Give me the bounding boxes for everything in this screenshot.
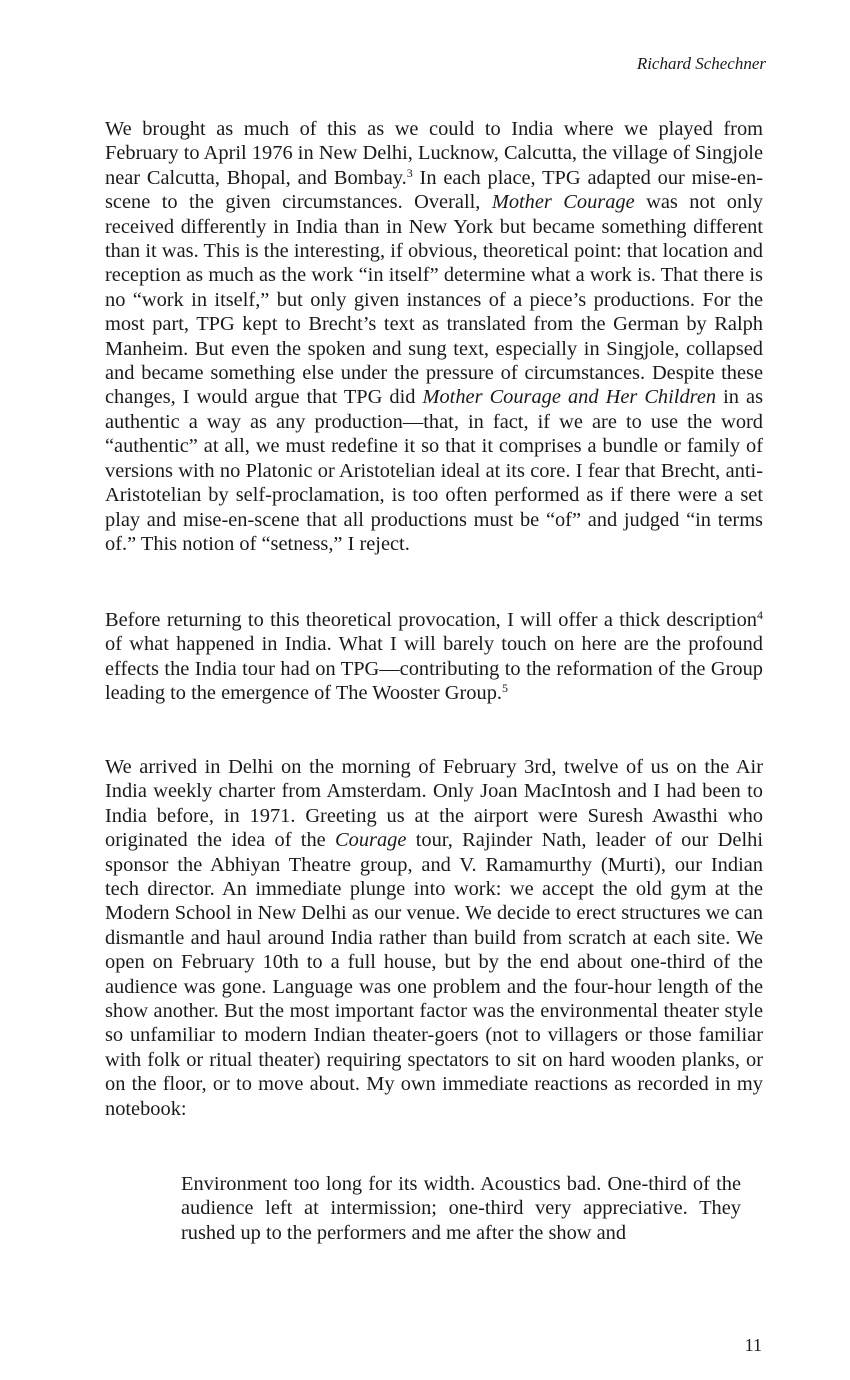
footnote-ref-3: 3 xyxy=(406,165,413,180)
text-run: tour, Rajinder Nath, leader of our Delhi sponsor the Abhiyan Theatre group, and V. Ramamurthy (Murti), our Indian tech director. An immediate plunge into work: we accept the old gym at the Modern School in New Delhi as our venue. We decide to erect structures we can dismantle and haul around India rather than build from scratch at each site. We open on February 10th to a full house, but by the end about one-third of the audience was gone. Language was one problem and the four-hour length of the show another. But the most important factor was the environmental theater style so unfamiliar to modern Indian theater-goers (not to villagers or those familiar with folk or ritual theater) requiring spectators to sit on hard wooden planks, or on the floor, or to move about. My own immediate reactions as recorded in my notebook: xyxy=(105,829,763,1120)
blockquote-text: Environment too long for its width. Acoustics bad. One-third of the audience left at intermission; one-third very appreciative. They rushed up to the performers and me after the show and xyxy=(181,1173,741,1244)
text-run: In each place, TPG adapted our mise-en-scene to the given circumstances. Overall, xyxy=(105,166,764,214)
work-title: Courage xyxy=(335,829,407,852)
text-run: We brought as much of this as we could to India where we played from February to April 1976 in New Delhi, Lucknow, Calcutta, the village of Singjole near Calcutta, Bhopal, and Bombay. xyxy=(105,118,763,189)
notebook-blockquote xyxy=(181,1172,741,1245)
running-head-author: Richard Schechner xyxy=(636,54,766,73)
text-run: in as authentic a way as any production—that, in fact, if we are to use the word “authentic” at all, we must redefine it so that it comprises a bundle or family of versions with no Platonic or Aristotelian ideal at its core. I fear that Brecht, anti-Aristotelian by self-proclamation, is too often performed as if there were a set play and mise-en-scene that all productions must be “of” and judged “in terms of.” This notion of “setness,” I reject. xyxy=(105,386,764,555)
footnote-ref-4: 4 xyxy=(757,608,763,622)
text-run: was not only received differently in India than in New York but became something different than it was. This is the interesting, if obvious, theoretical point: that location and reception as much as the work “in itself” determine what a work is. That there is no “work in itself,” but only given instances of a piece’s productions. For the most part, TPG kept to Brecht’s text as translated from the German by Ralph Manheim. But even the spoken and sung text, especially in Singjole, collapsed and became something else under the pressure of circumstances. Despite these changes, I would argue that TPG did xyxy=(105,191,764,409)
text-run: Before returning to this theoretical provocation, I will offer a thick description xyxy=(105,609,757,631)
work-title: Mother Courage xyxy=(491,191,635,214)
body-paragraph-2 xyxy=(105,608,763,706)
work-title: Mother Courage and Her Children xyxy=(422,386,717,409)
body-paragraph-1 xyxy=(105,117,763,556)
text-run: We arrived in Delhi on the morning of February 3rd, twelve of us on the Air India weekly charter from Amsterdam. Only Joan MacIntosh and I had been to India before, in 1971. Greeting us at the airport were Suresh Awasthi who originated the idea of the xyxy=(105,756,763,852)
text-run: of what happened in India. What I will barely touch on here are the profound effects the India tour had on TPG—contributing to the reformation of the Group leading to the emergence of The Wooster Group. xyxy=(105,633,763,705)
body-paragraph-3 xyxy=(105,755,763,1121)
page-number: 11 xyxy=(744,1335,762,1355)
footnote-ref-5: 5 xyxy=(502,681,508,696)
